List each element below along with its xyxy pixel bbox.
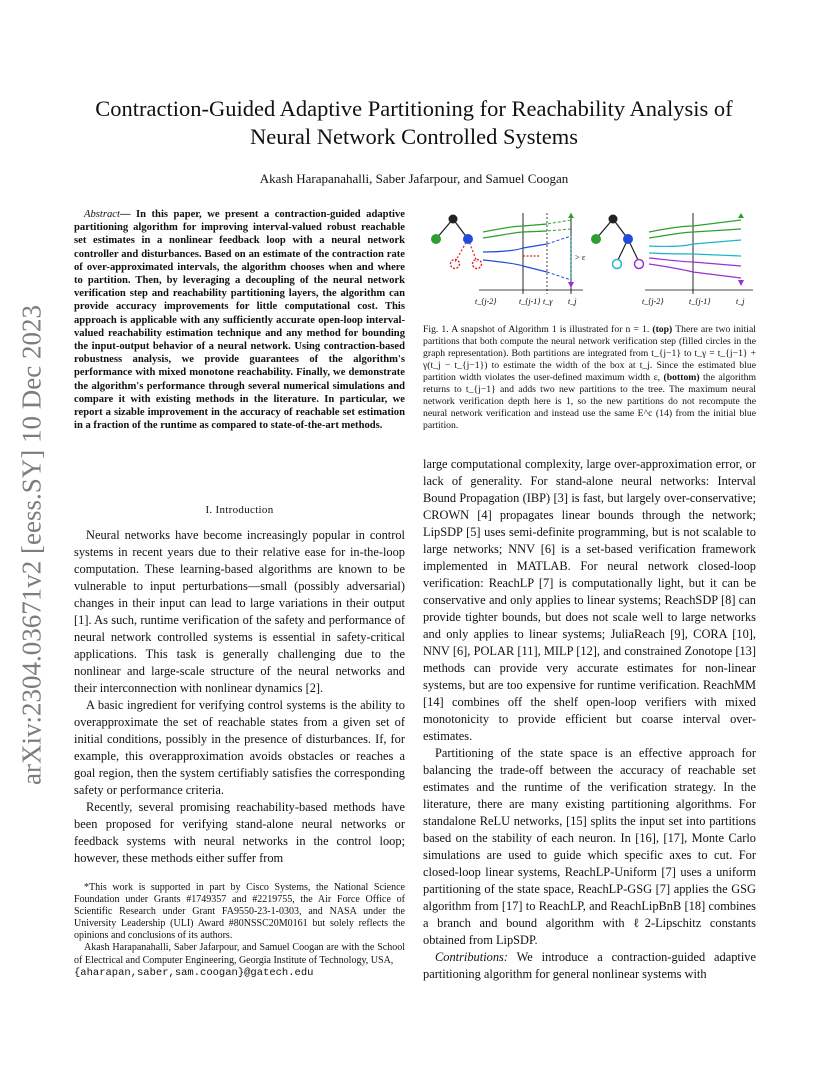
footnote-funding: *This work is supported in part by Cisco Systems, the National Science Foundation under Grants #1749357 and #2219755, the Air Force Office of Scientific Research under Grant FA9550-23-1-0303, and NASA under the University Leadership (ULI) Award #80NSSC20M0161 but solely reflects the opinions and conclusions of its authors. (74, 882, 405, 942)
tick-label: t_{j-1} (519, 297, 541, 306)
title-line-1: Contraction-Guided Adaptive Partitioning for Reachability Analysis of (95, 96, 733, 121)
tree-node-new-red (473, 260, 482, 269)
tick-label: t_{j-1} (689, 297, 711, 306)
footnote (74, 882, 405, 979)
paragraph-contributions (423, 949, 756, 983)
partition-tree-top (431, 215, 482, 269)
tick-label: t_j (568, 297, 577, 306)
tree-node-blue (463, 234, 473, 244)
caption-bold: (bottom) (663, 372, 700, 383)
paragraph: Neural networks have become increasingly popular in control systems in recent years due to their relative ease for in-the-loop computation. These learning-based algorithms are known to be vulnerable to input perturbations—small (possibly adversarial) changes in their input can lead to large variations in their output [1]. As such, runtime verification of the safety and performance of neural network controlled systems is essential in safety-critical applications. This task is generally challenging due to the nonlinear and large-scale structure of the neural networks and their interconnection with nonlinear dynamics [2]. (74, 528, 405, 695)
tick-label: t_γ (543, 297, 553, 306)
figure-1-caption (423, 324, 756, 432)
abstract-lead: Abstract (84, 209, 120, 220)
figure-1 (423, 210, 756, 310)
arxiv-id: arXiv:2304.03671v2 [eess.SY] 10 Dec 2023 (16, 305, 47, 785)
paper-title (70, 95, 758, 151)
tick-label: t_{j-2} (475, 297, 497, 306)
tree-node-blue (623, 234, 633, 244)
tree-node-green (591, 234, 601, 244)
abstract (74, 208, 405, 432)
introduction-right-column (423, 456, 756, 983)
title-line-2: Neural Network Controlled Systems (249, 124, 579, 149)
caption-text: A snapshot of Algorithm 1 is illustrated for n = 1. (448, 324, 653, 335)
tree-node-green (431, 234, 441, 244)
paragraph: A basic ingredient for verifying control systems is the ability to overapproximate the set of reachable states from a given set of initial conditions, possibly in the presence of disturbances. If, for example, this overapproximation avoids obstacles or reaches a goal region, then the system certifiably satisfies the corresponding safety or performance criteria. (74, 698, 405, 797)
trajectory-panel-top (475, 213, 586, 306)
caption-text: There are two initial partitions that both compute the neural network verification step (filled circles in the graph representation). Both partitions are integrated from t_{j−1} to t_γ = t_{j−1} + γ(t_j − t_{j−1}) to estimate the width of the box at t_j. Since the estimated blue partition width violates the user-defined maximum width ε, (423, 324, 756, 383)
tree-node-new-purple (635, 260, 644, 269)
paragraph: Recently, several promising reachability-based methods have been proposed for verifying stand-alone neural networks or feedback systems with neural networks in the control loop; however, these methods either suffer from (74, 800, 405, 865)
tree-root-node (609, 215, 618, 224)
contributions-lead: Contributions: (435, 950, 508, 964)
introduction-left-column (74, 527, 405, 867)
tick-label: t_j (736, 297, 745, 306)
paragraph: Partitioning of the state space is an effective approach for balancing the trade-off between the accuracy of reachable set estimates and the runtime of the verification strategy. In the literature, there are many existing partitioning algorithms. For standalone ReLU networks, [15] splits the input set into partitions based on the stability of each neuron. In [16], [17], Monte Carlo simulations are used to guide which specific axes to cut. For closed-loop linear systems, ReachLP-Uniform [7] uses a uniform partitioning of the state space, ReachLP-GSG [7] applies the GSG algorithm from [17] to ReachLP, and ReachLipBnB [18] combines a branch and bound algorithm with ℓ2-Lipschitz constants obtained from LipSDP. (423, 746, 756, 947)
figure-1-diagram (423, 210, 756, 310)
trajectory-panel-bottom (642, 213, 753, 306)
caption-bold: (top) (652, 324, 673, 335)
caption-label: Fig. 1. (423, 324, 449, 335)
caption-text: the algorithm returns to t_{j−1} and adds two new partitions to the tree. The maximum neural network verification depth here is 1, so the new partitions do not recompute the neural network verification and instead use the same E^c (14) from the initial blue partition. (423, 372, 756, 431)
tick-label: t_{j-2} (642, 297, 664, 306)
partition-tree-bottom (591, 215, 644, 269)
paragraph: large computational complexity, large over-approximation error, or lack of generality. For stand-alone neural networks: Interval Bound Propagation (IBP) [3] is fast, but largely over-conservative; CROWN [4] propagates linear bounds through the network; LipSDP [5] uses semi-definite programming, but is not scalable to large networks; NNV [6] is a set-based verification framework implemented in MATLAB. For neural network closed-loop verification: ReachLP [7] is computationally light, but it can be conservative and only applies to linear systems; ReachSDP [8] can provide tighter bounds, but does not scale well to large networks and only applies to linear systems; JuliaReach [9], CORA [10], NNV [6], POLAR [11], MILP [12], and constrained Zonotope [13] methods can provide very accurate estimates for non-linear systems, but are too expensive for runtime verification. ReachMM [14] combines off the shelf open-loop verifiers with mixed monotonicity to provide efficient but coarse interval over-estimates. (423, 457, 756, 743)
author-list: Akash Harapanahalli, Saber Jafarpour, and Samuel Coogan (259, 171, 569, 186)
section-heading-introduction: I. Introduction (205, 504, 274, 516)
epsilon-label: > ε (575, 252, 586, 262)
tree-root-node (449, 215, 458, 224)
arxiv-stamp (12, 270, 52, 820)
footnote-affiliation: Akash Harapanahalli, Saber Jafarpour, and Samuel Coogan are with the School of Electrical and Computer Engineering, Georgia Institute of Technology, USA, (74, 942, 405, 966)
footnote-email: {aharapan,saber,sam.coogan}@gatech.edu (74, 966, 314, 979)
tree-node-new-cyan (613, 260, 622, 269)
abstract-text: — In this paper, we present a contraction-guided adaptive partitioning algorithm for improving interval-valued robust reachable set estimates in a nonlinear feedback loop with a neural network controller and disturbances. Based on an estimate of the contraction rate of over-approximated intervals, the algorithm chooses when and where to partition. Then, by leveraging a decoupling of the neural network verification step and reachability partitioning layers, the algorithm can provide accuracy improvements for little computational cost. This approach is applicable with any sufficiently accurate open-loop interval-valued reachability estimation technique and any method for bounding the input-output behavior of a neural network. Using contraction-based robustness analysis, we provide guarantees of the algorithm's performance with mixed monotone reachability. Finally, we demonstrate the algorithm's performance through several numerical simulations and compare it with existing methods in the literature. In particular, we report a sizable improvement in the accuracy of reachable set estimation in a fraction of the runtime as compared to state-of-the-art methods. (74, 209, 405, 432)
contributions-text: We introduce a contraction-guided adaptive partitioning algorithm for general nonlinear systems with (423, 950, 756, 981)
